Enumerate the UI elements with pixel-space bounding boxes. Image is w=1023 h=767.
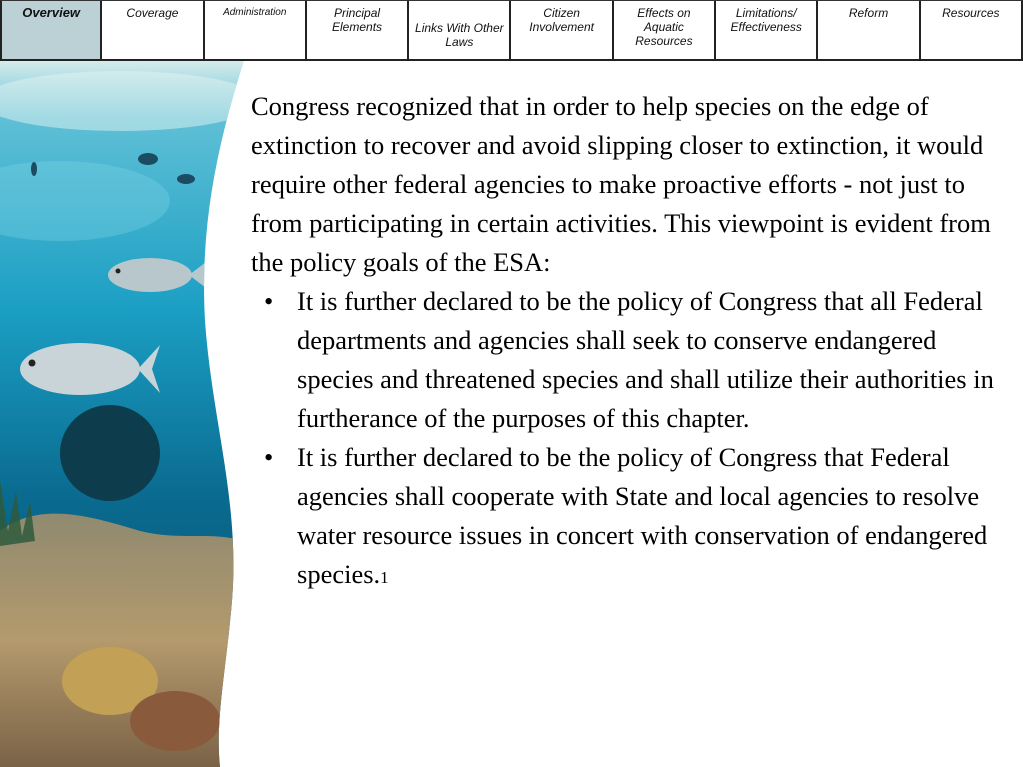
tab-links-with-other-laws[interactable]: Links With Other Laws <box>409 1 511 59</box>
sea-fan-coral <box>60 405 160 501</box>
tab-reform[interactable]: Reform <box>818 1 920 59</box>
intro-paragraph: Congress recognized that in order to help species on the edge of extinction to recover and avoid slipping closer to extinction, it would require other federal agencies to make proactive efforts - not just to from participating in certain activities. This viewpoint is evident from the policy goals of the ESA: <box>251 91 991 277</box>
underwater-reef-photo <box>0 61 244 767</box>
tab-overview[interactable]: Overview <box>0 1 102 59</box>
footnote-marker: 1 <box>380 568 389 587</box>
slide-body <box>251 87 996 597</box>
tab-limitations-effectiveness[interactable]: Limitations/ Effectiveness <box>716 1 818 59</box>
tab-resources[interactable]: Resources <box>921 1 1023 59</box>
tab-coverage[interactable]: Coverage <box>102 1 204 59</box>
tab-citizen-involvement[interactable]: Citizen Involvement <box>511 1 613 59</box>
list-item <box>251 438 996 597</box>
policy-goals-list <box>251 282 996 597</box>
tab-principal-elements[interactable]: Principal Elements <box>307 1 409 59</box>
tab-administration[interactable]: Administration <box>205 1 307 59</box>
bullet-text: It is further declared to be the policy of Congress that Federal agencies shall cooperate with State and local agencies to resolve water resource issues in concert with conservation of endangered species. <box>297 442 988 589</box>
bullet-text: It is further declared to be the policy of Congress that all Federal departments and agencies shall seek to conserve endangered species and threatened species and shall utilize their authorities in furtherance of the purposes of this chapter. <box>297 286 994 433</box>
bullet-icon: • <box>264 442 274 472</box>
section-tab-bar <box>0 0 1023 61</box>
list-item <box>251 282 996 438</box>
tab-effects-on-aquatic-resources[interactable]: Effects on Aquatic Resources <box>614 1 716 59</box>
bullet-icon: • <box>264 286 274 316</box>
